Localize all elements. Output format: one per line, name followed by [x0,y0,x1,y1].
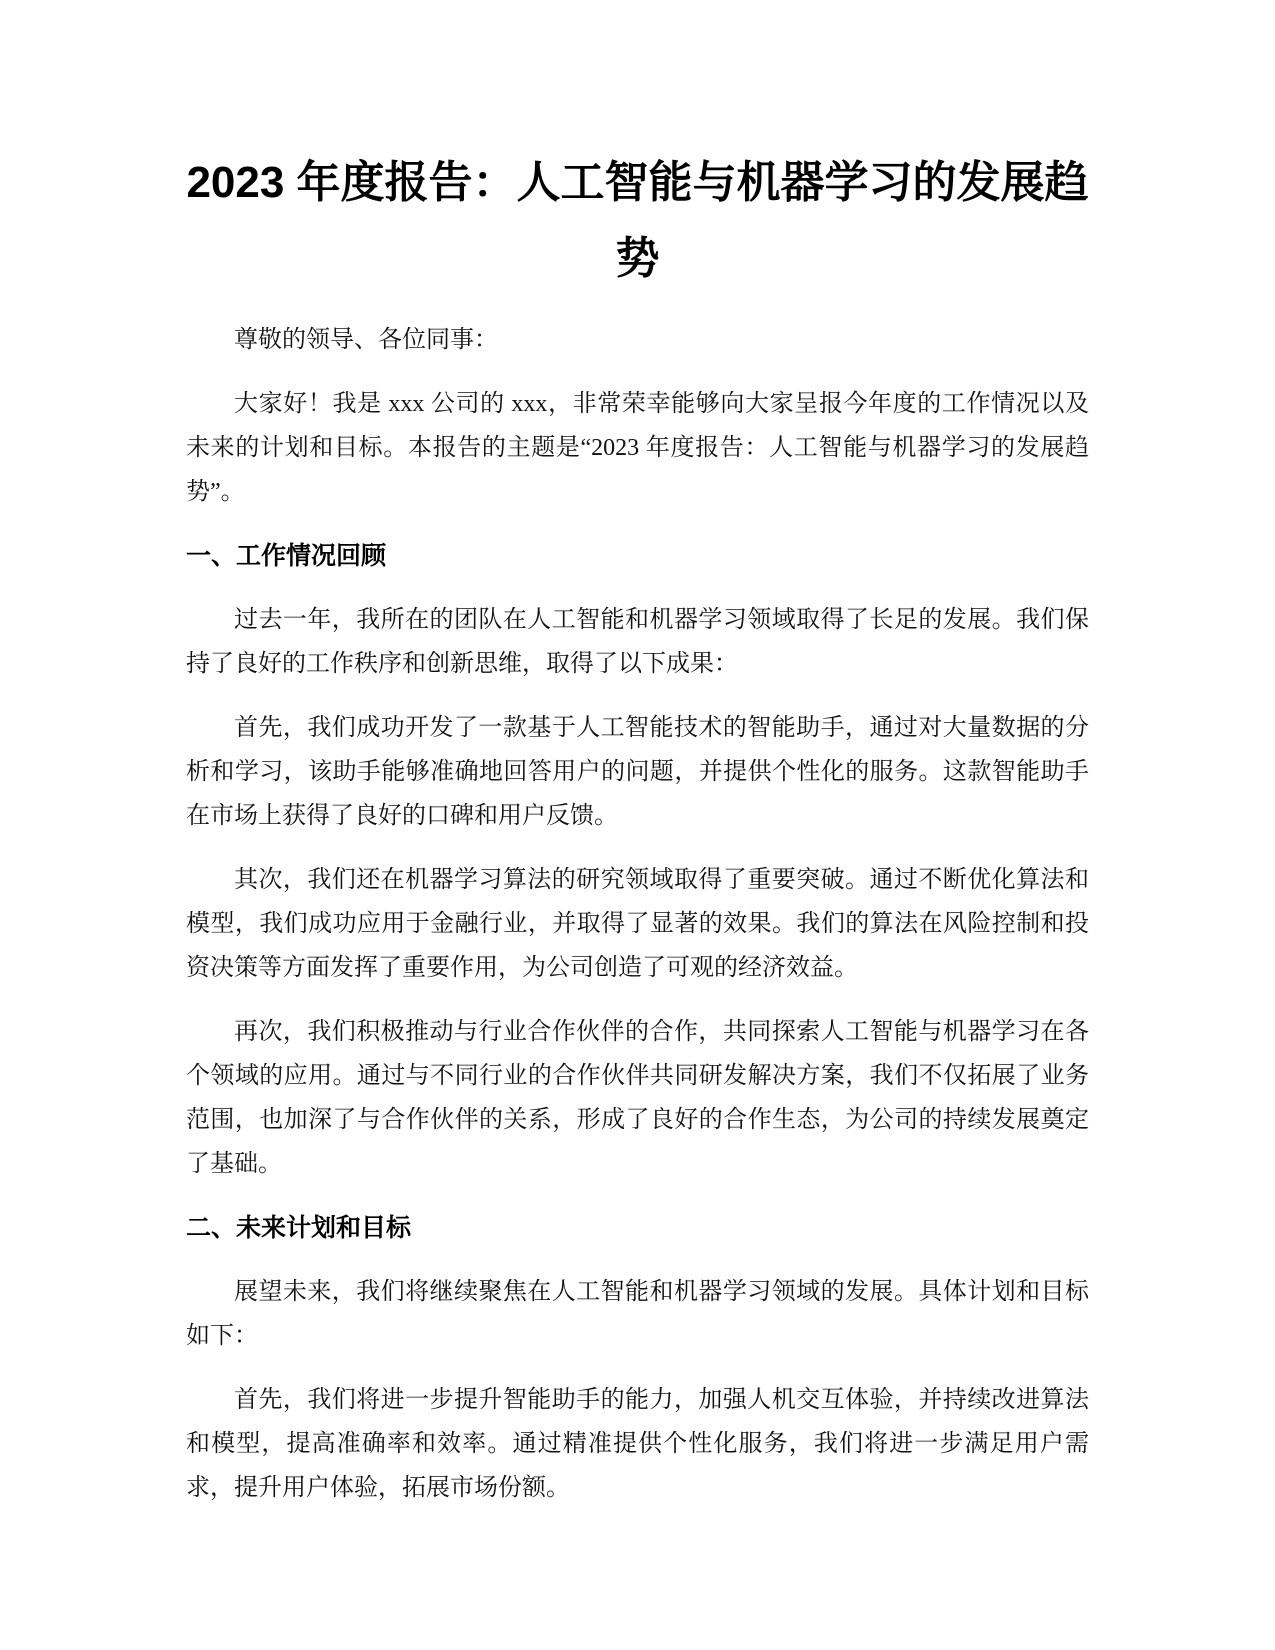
document-body [186,318,1089,1530]
salutation: 尊敬的领导、各位同事： [234,327,498,353]
section-heading-future-plans: 二、未来计划和目标 [186,1214,412,1242]
document-title: 2023 年度报告：人工智能与机器学习的发展趋势 [186,158,1089,283]
paragraph: 展望未来，我们将继续聚焦在人工智能和机器学习领域的发展。具体计划和目标如下： [186,1279,1089,1349]
paragraph: 首先，我们成功开发了一款基于人工智能技术的智能助手，通过对大量数据的分析和学习，该助手能够准确地回答用户的问题，并提供个性化的服务。这款智能助手在市场上获得了良好的口碑和用户反馈。 [186,715,1089,829]
intro-paragraph: 大家好！我是 xxx 公司的 xxx，非常荣幸能够向大家呈报今年度的工作情况以及未来的计划和目标。本报告的主题是“2023 年度报告：人工智能与机器学习的发展趋势”。 [186,391,1089,505]
paragraph: 过去一年，我所在的团队在人工智能和机器学习领域取得了长足的发展。我们保持了良好的工作秩序和创新思维，取得了以下成果： [186,607,1089,677]
paragraph: 其次，我们还在机器学习算法的研究领域取得了重要突破。通过不断优化算法和模型，我们成功应用于金融行业，并取得了显著的效果。我们的算法在风险控制和投资决策等方面发挥了重要作用，为公司创造了可观的经济效益。 [186,867,1089,981]
paragraph: 再次，我们积极推动与行业合作伙伴的合作，共同探索人工智能与机器学习在各个领域的应用。通过与不同行业的合作伙伴共同研发解决方案，我们不仅拓展了业务范围，也加深了与合作伙伴的关系，形成了良好的合作生态，为公司的持续发展奠定了基础。 [186,1019,1089,1177]
paragraph: 首先，我们将进一步提升智能助手的能力，加强人机交互体验，并持续改进算法和模型，提高准确率和效率。通过精准提供个性化服务，我们将进一步满足用户需求，提升用户体验，拓展市场份额。 [186,1387,1089,1501]
section-heading-work-review: 一、工作情况回顾 [186,542,387,570]
